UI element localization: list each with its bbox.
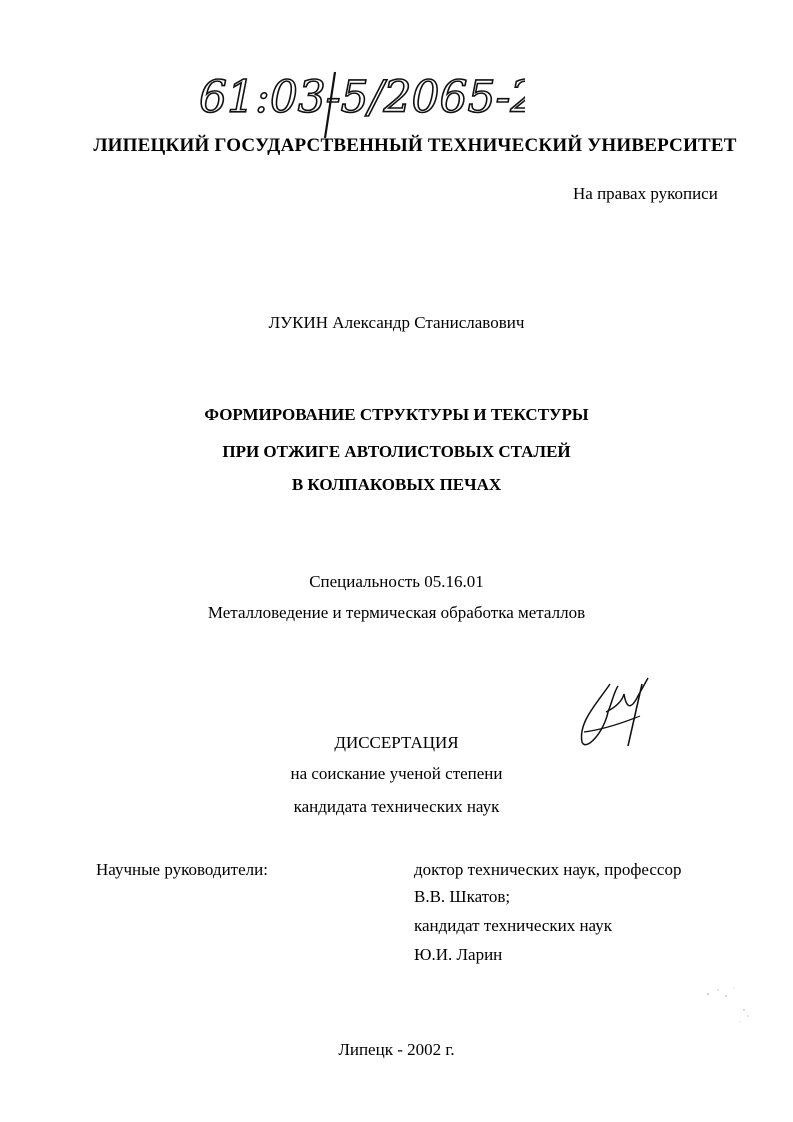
handwritten-number-drawing	[185, 60, 525, 140]
specialty-code: Специальность 05.16.01	[309, 572, 484, 591]
title-line-1: ФОРМИРОВАНИЕ СТРУКТУРЫ И ТЕКСТУРЫ	[204, 405, 589, 424]
handwritten-number-text: 61:03-5/2065-2	[199, 72, 525, 123]
dissertation-purpose-line-2: кандидата технических наук	[293, 797, 500, 816]
dissertation-label: ДИССЕРТАЦИЯ	[334, 733, 459, 752]
supervisors-label: Научные руководители:	[96, 860, 268, 879]
supervisor-line-2: В.В. Шкатов;	[414, 887, 511, 906]
rights-note: На правах рукописи	[573, 184, 718, 203]
dissertation-purpose-line-1: на соискание ученой степени	[290, 764, 503, 783]
specialty-name: Металловедение и термическая обработка металлов	[207, 603, 586, 622]
author-name: ЛУКИН Александр Станиславович	[268, 313, 525, 332]
title-line-3: В КОЛПАКОВЫХ ПЕЧАХ	[291, 475, 502, 494]
supervisor-line-1: доктор технических наук, профессор	[414, 860, 682, 879]
supervisor-line-4: Ю.И. Ларин	[414, 945, 503, 964]
university-name: ЛИПЕЦКИЙ ГОСУДАРСТВЕННЫЙ ТЕХНИЧЕСКИЙ УНИВЕРСИТЕТ	[93, 135, 737, 156]
handwritten-archive-number	[185, 60, 525, 140]
scan-speckles	[700, 980, 760, 1030]
city-year: Липецк - 2002 г.	[338, 1040, 455, 1059]
title-line-2: ПРИ ОТЖИГЕ АВТОЛИСТОВЫХ СТАЛЕЙ	[222, 442, 571, 461]
supervisor-line-3: кандидат технических наук	[414, 916, 612, 935]
